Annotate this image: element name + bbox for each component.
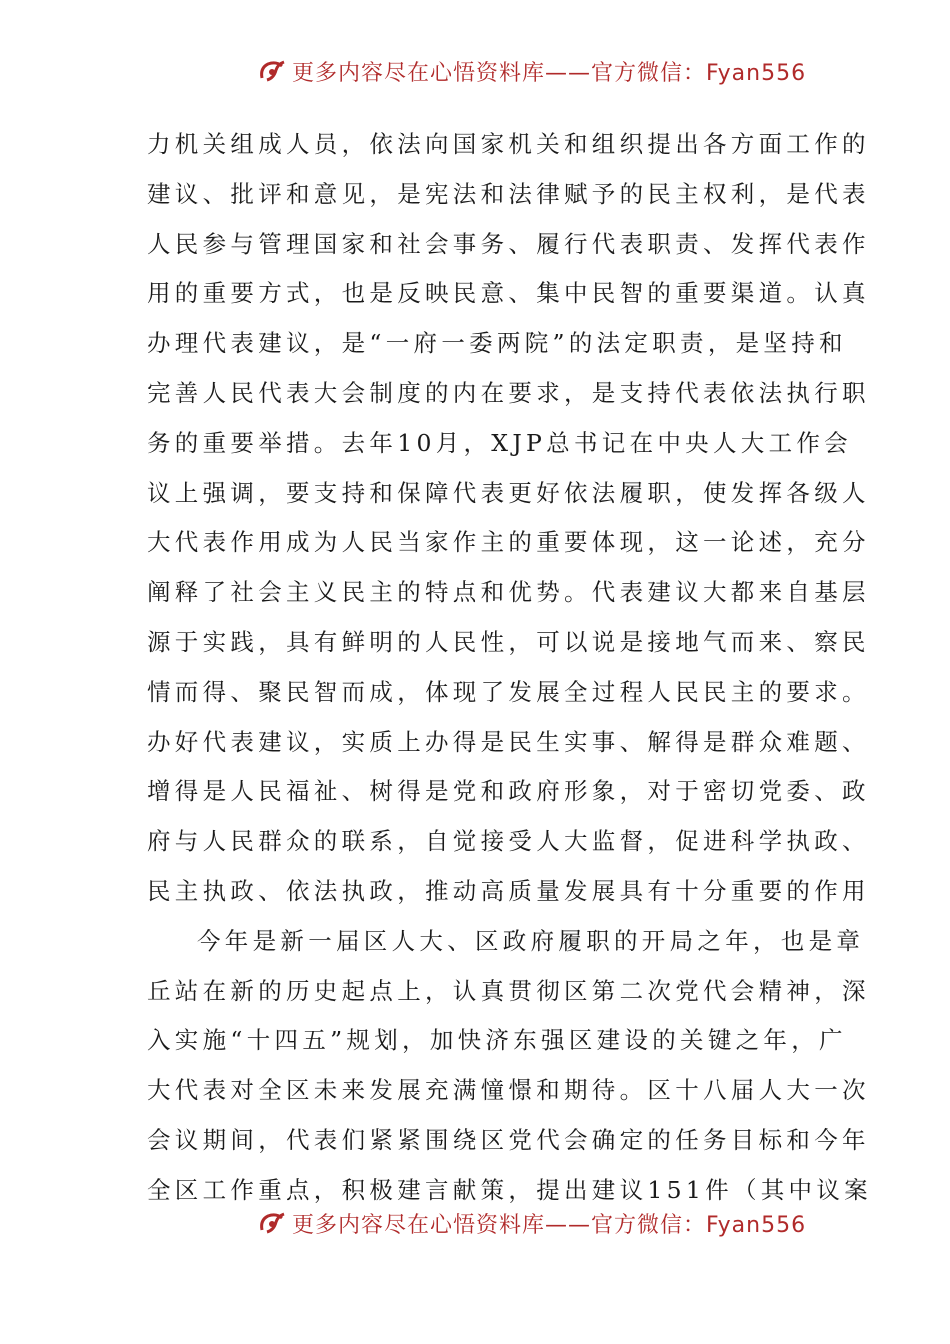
watermark-text: 更多内容尽在心悟资料库——官方微信：Fyan556 [292,1212,807,1238]
text-line: 议上强调，要支持和保障代表更好依法履职，使发挥各级人 [147,478,870,507]
watermark-logo-icon [258,58,286,84]
text-line: 办理代表建议，是“一府一委两院”的法定职责，是坚持和 [147,329,847,358]
footer-watermark [0,1200,950,1240]
watermark-text: 更多内容尽在心悟资料库——官方微信：Fyan556 [292,60,807,86]
text-line: 大代表对全区未来发展充满憧憬和期待。区十八届人大一次 [147,1076,870,1105]
text-line: 情而得、聚民智而成，体现了发展全过程人民民主的要求。 [147,677,870,706]
text-line: 人民参与管理国家和社会事务、履行代表职责、发挥代表作 [147,229,870,258]
watermark-logo-icon [258,1210,286,1236]
paragraph-start-line: 今年是新一届区人大、区政府履职的开局之年，也是章 [197,926,865,955]
text-line: 办好代表建议，实质上办得是民生实事、解得是群众难题、 [147,727,870,756]
header-watermark [0,48,950,88]
text-line: 丘站在新的历史起点上，认真贯彻区第二次党代会精神，深 [147,976,870,1005]
text-line: 府与人民群众的联系，自觉接受人大监督，促进科学执政、 [147,827,870,856]
text-line: 源于实践，具有鲜明的人民性，可以说是接地气而来、察民 [147,627,870,656]
text-line: 阐释了社会主义民主的特点和优势。代表建议大都来自基层 [147,578,870,607]
text-line: 会议期间，代表们紧紧围绕区党代会确定的任务目标和今年 [147,1125,870,1154]
text-line: 务的重要举措。去年10月，XJP总书记在中央人大工作会 [147,428,852,457]
text-line: 用的重要方式，也是反映民意、集中民智的重要渠道。认真 [147,279,870,308]
text-line: 全区工作重点，积极建言献策，提出建议151件（其中议案 [147,1175,872,1204]
text-line: 力机关组成人员，依法向国家机关和组织提出各方面工作的 [147,130,870,158]
article-body [147,120,872,1216]
text-line: 完善人民代表大会制度的内在要求，是支持代表依法执行职 [147,378,870,407]
text-line: 入实施“十四五”规划，加快济东强区建设的关键之年，广 [147,1026,847,1055]
text-line: 增得是人民福祉、树得是党和政府形象，对于密切党委、政 [147,777,870,806]
text-line: 建议、批评和意见，是宪法和法律赋予的民主权利，是代表 [147,179,870,208]
text-line: 大代表作用成为人民当家作主的重要体现，这一论述，充分 [147,528,870,557]
text-line: 民主执政、依法执政，推动高质量发展具有十分重要的作用 [147,876,870,905]
